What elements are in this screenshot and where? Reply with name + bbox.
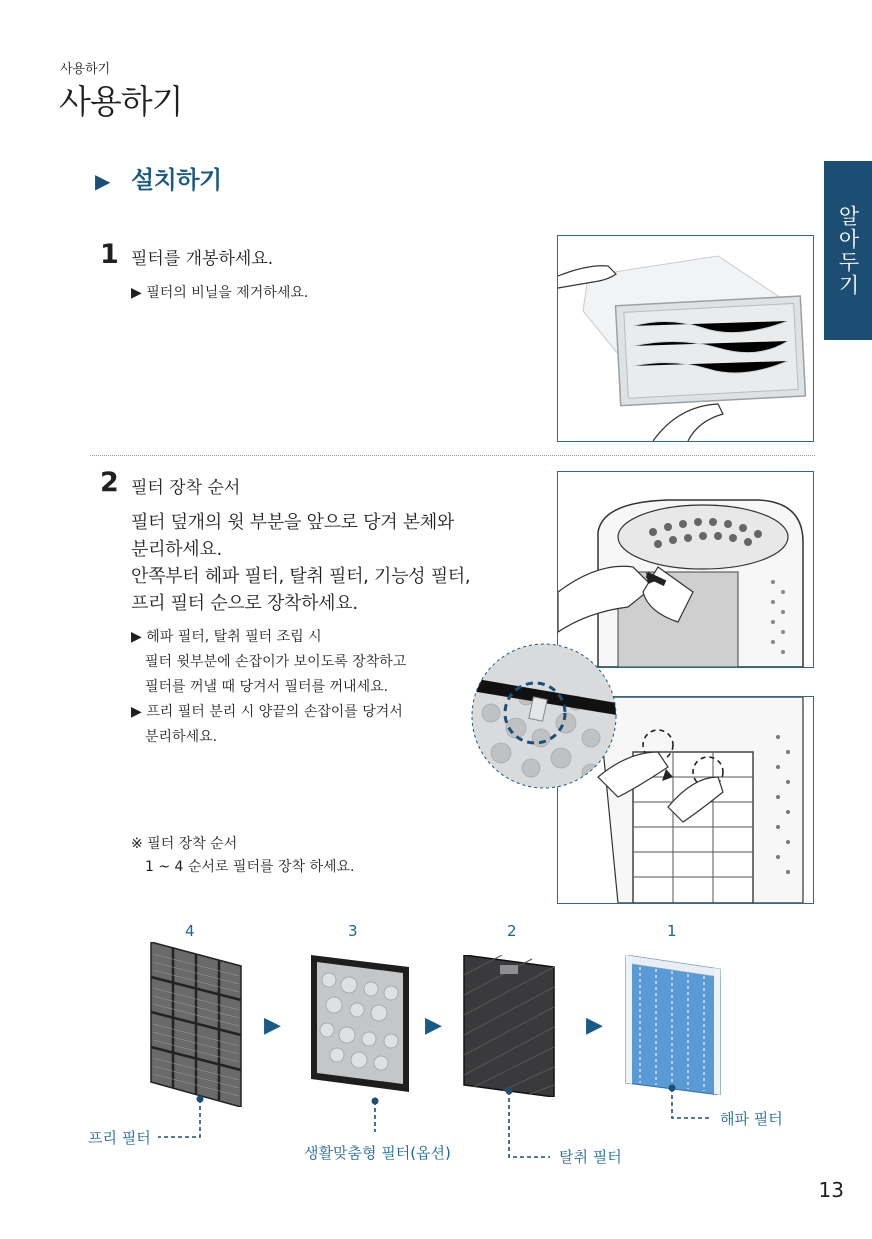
page-title: 사용하기 — [59, 82, 183, 121]
filter-order-number: 1 — [667, 922, 677, 940]
instruction-line: 프리 필터 순으로 장착하세요. — [131, 593, 358, 614]
bullet-line: ▶ 헤파 필터, 탈취 필터 조립 시 — [131, 629, 322, 645]
section-marker-icon: ▶ — [95, 169, 111, 193]
step-number: 2 — [100, 467, 119, 498]
bullet-line: 분리하세요. — [145, 729, 218, 745]
page-number: 13 — [818, 1178, 844, 1202]
filter-label: 프리 필터 — [88, 1129, 151, 1147]
step-number: 1 — [100, 239, 119, 270]
bullet-line: ▶ 프리 필터 분리 시 양끝의 손잡이를 당겨서 — [131, 704, 403, 720]
breadcrumb: 사용하기 — [60, 62, 111, 77]
instruction-line: 안쪽부터 헤파 필터, 탈취 필터, 기능성 필터, — [131, 566, 471, 587]
step-title: 필터를 개봉하세요. — [131, 249, 274, 269]
step-title: 필터 장착 순서 — [131, 478, 241, 498]
step-bullet: ▶ 필터의 비닐을 제거하세요. — [131, 285, 309, 301]
filter-label: 탈취 필터 — [559, 1148, 622, 1166]
note-line: ※ 필터 장착 순서 — [131, 836, 238, 852]
filter-label: 해파 필터 — [720, 1110, 783, 1128]
note-line: 1 ~ 4 순서로 필터를 장착 하세요. — [145, 859, 355, 875]
next-arrow-icon: ▶ — [264, 1013, 281, 1038]
next-arrow-icon: ▶ — [586, 1013, 603, 1038]
instruction-line: 분리하세요. — [131, 539, 222, 560]
bullet-line: 필터 윗부분에 손잡이가 보이도록 장착하고 — [145, 654, 407, 670]
section-title: 설치하기 — [131, 166, 222, 194]
next-arrow-icon: ▶ — [425, 1013, 442, 1038]
side-tab-label: 알아두기 — [836, 204, 860, 297]
filter-label: 생활맞춤형 필터(옵션) — [304, 1144, 451, 1162]
filter-order-number: 2 — [507, 922, 517, 940]
instruction-line: 필터 덮개의 윗 부분을 앞으로 당겨 본체와 — [131, 512, 455, 533]
bullet-line: 필터를 꺼낼 때 당겨서 필터를 꺼내세요. — [145, 679, 389, 695]
filter-order-number: 4 — [185, 922, 195, 940]
filter-order-number: 3 — [348, 922, 358, 940]
